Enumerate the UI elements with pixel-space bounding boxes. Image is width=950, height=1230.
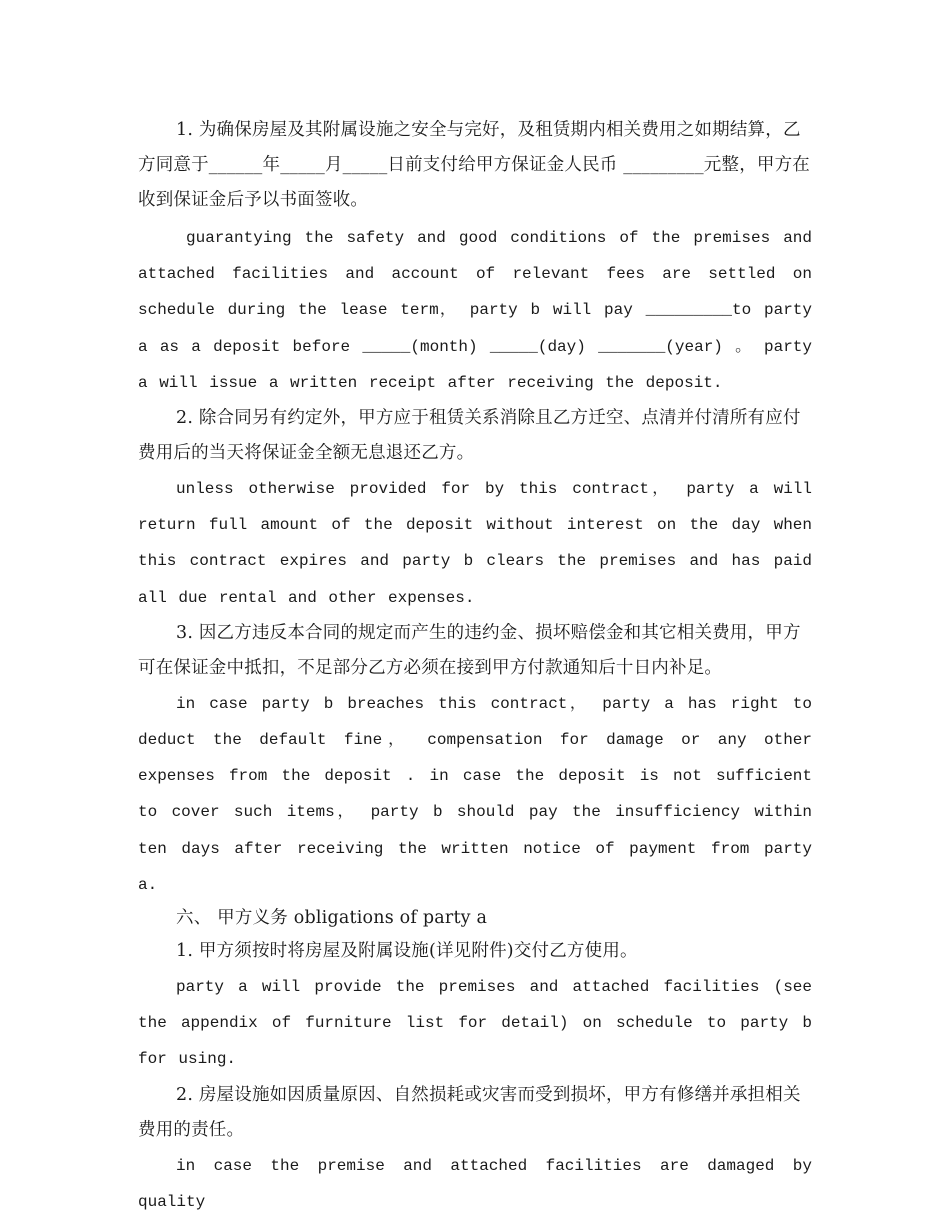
clause-6-1-zh: 1. 甲方须按时将房屋及附属设施(详见附件)交付乙方使用。 <box>176 941 638 962</box>
clause-6-1-en: party a will provide the premises and attached facilities (see the appendix of furniture list for detail) on schedule to party b for using. <box>138 978 812 1069</box>
clause-6-2-zh: 2. 房屋设施如因质量原因、自然损耗或灾害而受到损坏，甲方有修缮并承担相关费用的责任。 <box>138 1084 801 1140</box>
clause-1-zh: 1. 为确保房屋及其附属设施之安全与完好，及租赁期内相关费用之如期结算，乙方同意于______年_____月_____日前支付给甲方保证金人民币 _________元整，甲方在收到保证金后予以书面签收。 <box>138 120 811 210</box>
clause-3-en: in case party b breaches this contract， party a has right to deduct the default fine， compensation for damage or any other expenses from the deposit . in case the deposit is not sufficient to cover such items， party b should pay the insufficiency within ten days after receiving the written notice of payment from party a. <box>138 694 813 894</box>
clause-1-en: guarantying the safety and good conditions of the premises and attached facilities and account of relevant fees are settled on schedule during the lease term， party b will pay _________to party a as a deposit before _____(month) _____(day) _______(year) 。 party a will issue a written receipt after receiving the deposit. <box>138 229 812 392</box>
clause-6-2-en: in case the premise and attached facilities are damaged by quality <box>138 1156 812 1211</box>
section-6-heading: 六、 甲方义务 obligations of party a <box>176 908 488 929</box>
document-page <box>138 113 812 1220</box>
clause-3-zh: 3. 因乙方违反本合同的规定而产生的违约金、损坏赔偿金和其它相关费用，甲方可在保证金中抵扣，不足部分乙方必须在接到甲方付款通知后十日内补足。 <box>138 622 801 678</box>
clause-2-en: unless otherwise provided for by this contract， party a will return full amount of the deposit without interest on the day when this contract expires and party b clears the premises and has paid all due rental and other expenses. <box>138 480 812 607</box>
clause-2-zh: 2. 除合同另有约定外，甲方应于租赁关系消除且乙方迁空、点清并付清所有应付费用后的当天将保证金全额无息退还乙方。 <box>138 408 801 464</box>
